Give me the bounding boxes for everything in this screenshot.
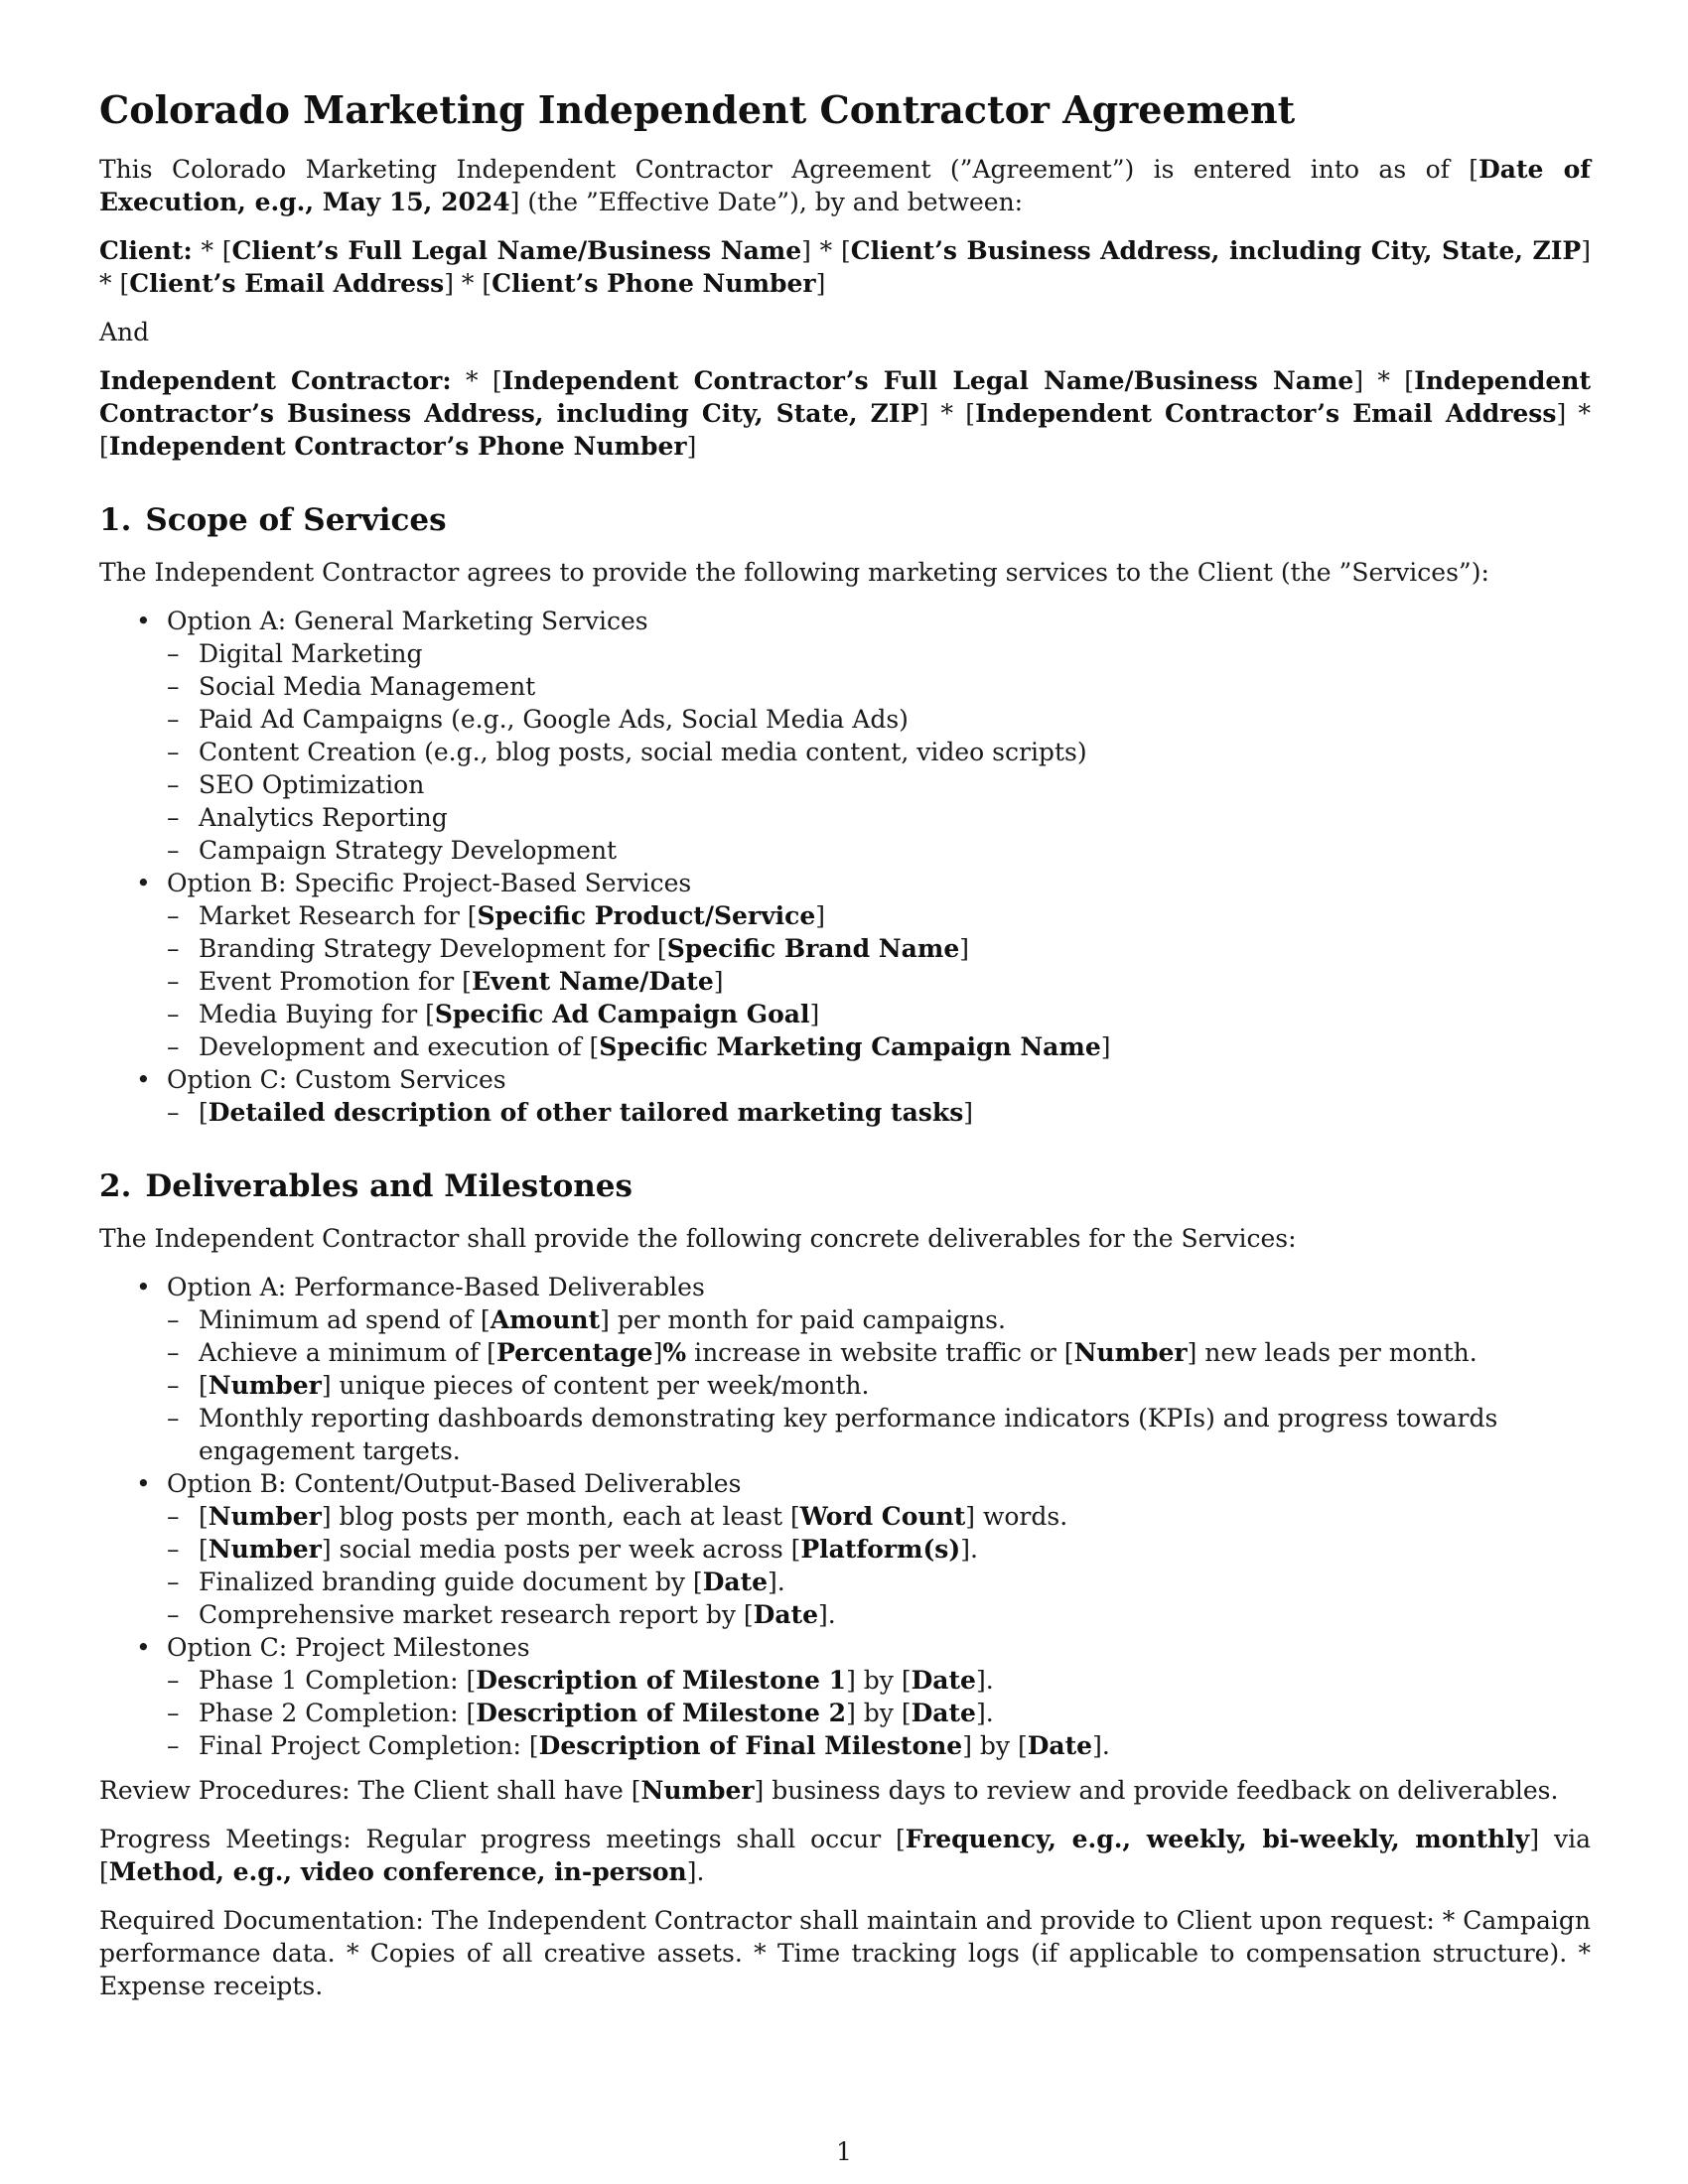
- list-item: – [Detailed description of other tailored marketing tasks]: [137, 1096, 1591, 1129]
- list-item: – [Number] social media posts per week across [Platform(s)].: [137, 1533, 1591, 1566]
- list-item: • Option A: General Marketing Services – Digital Marketing – Social Media Management – Paid Ad Campaigns (e.g., Google Ads, Social Media Ads) – Content Creation (e.g., blog posts, social media content, video scripts) – SEO Optimization – Analytics Reporting – Campaign Strategy Development: [99, 605, 1591, 867]
- review-procedures-paragraph: Review Procedures: The Client shall have [Number] business days to review and provide feedback on deliverables.: [99, 1776, 1559, 1805]
- list-item: – Social Media Management: [137, 670, 1591, 703]
- list-item: – Digital Marketing: [137, 637, 1591, 670]
- list-item: – Content Creation (e.g., blog posts, social media content, video scripts): [137, 736, 1591, 768]
- list-item: – Development and execution of [Specific Marketing Campaign Name]: [137, 1030, 1591, 1063]
- list-item: – Phase 1 Completion: [Description of Milestone 1] by [Date].: [137, 1664, 1591, 1697]
- list-item: – Branding Strategy Development for [Specific Brand Name]: [137, 932, 1591, 965]
- list-item: – Monthly reporting dashboards demonstrating key performance indicators (KPIs) and progress towards engagement targets.: [137, 1402, 1591, 1467]
- list-item: • Option C: Custom Services – [Detailed description of other tailored marketing tasks]: [99, 1063, 1591, 1129]
- page-number: 1: [836, 2137, 852, 2166]
- list-item: – Media Buying for [Specific Ad Campaign Goal]: [137, 998, 1591, 1030]
- document-page: [99, 87, 1591, 2018]
- deliverables-options-list: [99, 1271, 1591, 1762]
- list-item: – Finalized branding guide document by [Date].: [137, 1566, 1591, 1598]
- list-item: – Market Research for [Specific Product/Service]: [137, 899, 1591, 932]
- list-item: – Phase 2 Completion: [Description of Milestone 2] by [Date].: [137, 1697, 1591, 1729]
- section-2-heading: 2. Deliverables and Milestones: [99, 1168, 633, 1204]
- intro-paragraph: This Colorado Marketing Independent Contractor Agreement (”Agreement”) is entered into as of [Date of Execution, e.g., May 15, 2024] (the ”Effective Date”), by and between:: [99, 155, 1592, 216]
- list-item: – SEO Optimization: [137, 768, 1591, 801]
- list-item: – Comprehensive market research report by [Date].: [137, 1598, 1591, 1631]
- list-item: • Option A: Performance-Based Deliverables – Minimum ad spend of [Amount] per month for paid campaigns. – Achieve a minimum of [Percentage]% increase in website traffic or [Number] new leads per month. – [Number] unique pieces of content per week/month. – Monthly reporting dashboards demonstrating key performance indicators (KPIs) and progress towards engagement targets.: [99, 1271, 1591, 1467]
- section-2-intro: The Independent Contractor shall provide the following concrete deliverables for the Services:: [99, 1224, 1297, 1253]
- progress-meetings-paragraph: Progress Meetings: Regular progress meetings shall occur [Frequency, e.g., weekly, bi-weekly, monthly] via [Method, e.g., video conference, in-person].: [99, 1825, 1591, 1886]
- section-1-intro: The Independent Contractor agrees to provide the following marketing services to the Client (the ”Services”):: [99, 558, 1489, 587]
- document-title: Colorado Marketing Independent Contractor Agreement: [99, 87, 1296, 132]
- list-item: – Minimum ad spend of [Amount] per month for paid campaigns.: [137, 1303, 1591, 1336]
- list-item: – Analytics Reporting: [137, 801, 1591, 834]
- list-item: • Option B: Content/Output-Based Deliverables – [Number] blog posts per month, each at least [Word Count] words. – [Number] social media posts per week across [Platform(s)]. – Finalized branding guide document by [Date]. – Comprehensive market research report by [Date].: [99, 1467, 1591, 1631]
- list-item: • Option C: Project Milestones – Phase 1 Completion: [Description of Milestone 1] by [Date]. – Phase 2 Completion: [Description of Milestone 2] by [Date]. – Final Project Completion: [Description of Final Milestone] by [Date].: [99, 1631, 1591, 1762]
- and-text: And: [99, 318, 150, 346]
- list-item: – Campaign Strategy Development: [137, 834, 1591, 867]
- scope-options-list: [99, 605, 1591, 1129]
- required-documentation-paragraph: Required Documentation: The Independent Contractor shall maintain and provide to Client upon request: * Campaign performance data. * Copies of all creative assets. * Time tracking logs (if applicable to compensation structure). * Expense receipts.: [99, 1906, 1591, 2000]
- list-item: – Final Project Completion: [Description of Final Milestone] by [Date].: [137, 1729, 1591, 1762]
- client-label: Client:: [99, 236, 193, 265]
- list-item: – [Number] unique pieces of content per week/month.: [137, 1369, 1591, 1402]
- list-item: – Event Promotion for [Event Name/Date]: [137, 965, 1591, 998]
- list-item: – [Number] blog posts per month, each at least [Word Count] words.: [137, 1500, 1591, 1533]
- list-item: – Achieve a minimum of [Percentage]% increase in website traffic or [Number] new leads per month.: [137, 1336, 1591, 1369]
- list-item: – Paid Ad Campaigns (e.g., Google Ads, Social Media Ads): [137, 703, 1591, 736]
- section-1-heading: 1. Scope of Services: [99, 502, 447, 538]
- contractor-block: Independent Contractor: * [Independent Contractor’s Full Legal Name/Business Name] * [Independent Contractor’s Business Address, including City, State, ZIP] * [Independent Contractor’s Email Address] * [Independent Contractor’s Phone Number]: [99, 366, 1592, 461]
- list-item: • Option B: Specific Project-Based Services – Market Research for [Specific Product/Service] – Branding Strategy Development for [Specific Brand Name] – Event Promotion for [Event Name/Date] – Media Buying for [Specific Ad Campaign Goal] – Development and execution of [Specific Marketing Campaign Name]: [99, 867, 1591, 1063]
- contractor-label: Independent Contractor:: [99, 366, 452, 395]
- client-block: Client: * [Client’s Full Legal Name/Business Name] * [Client’s Business Address, including City, State, ZIP] * [Client’s Email Address] * [Client’s Phone Number]: [99, 236, 1592, 298]
